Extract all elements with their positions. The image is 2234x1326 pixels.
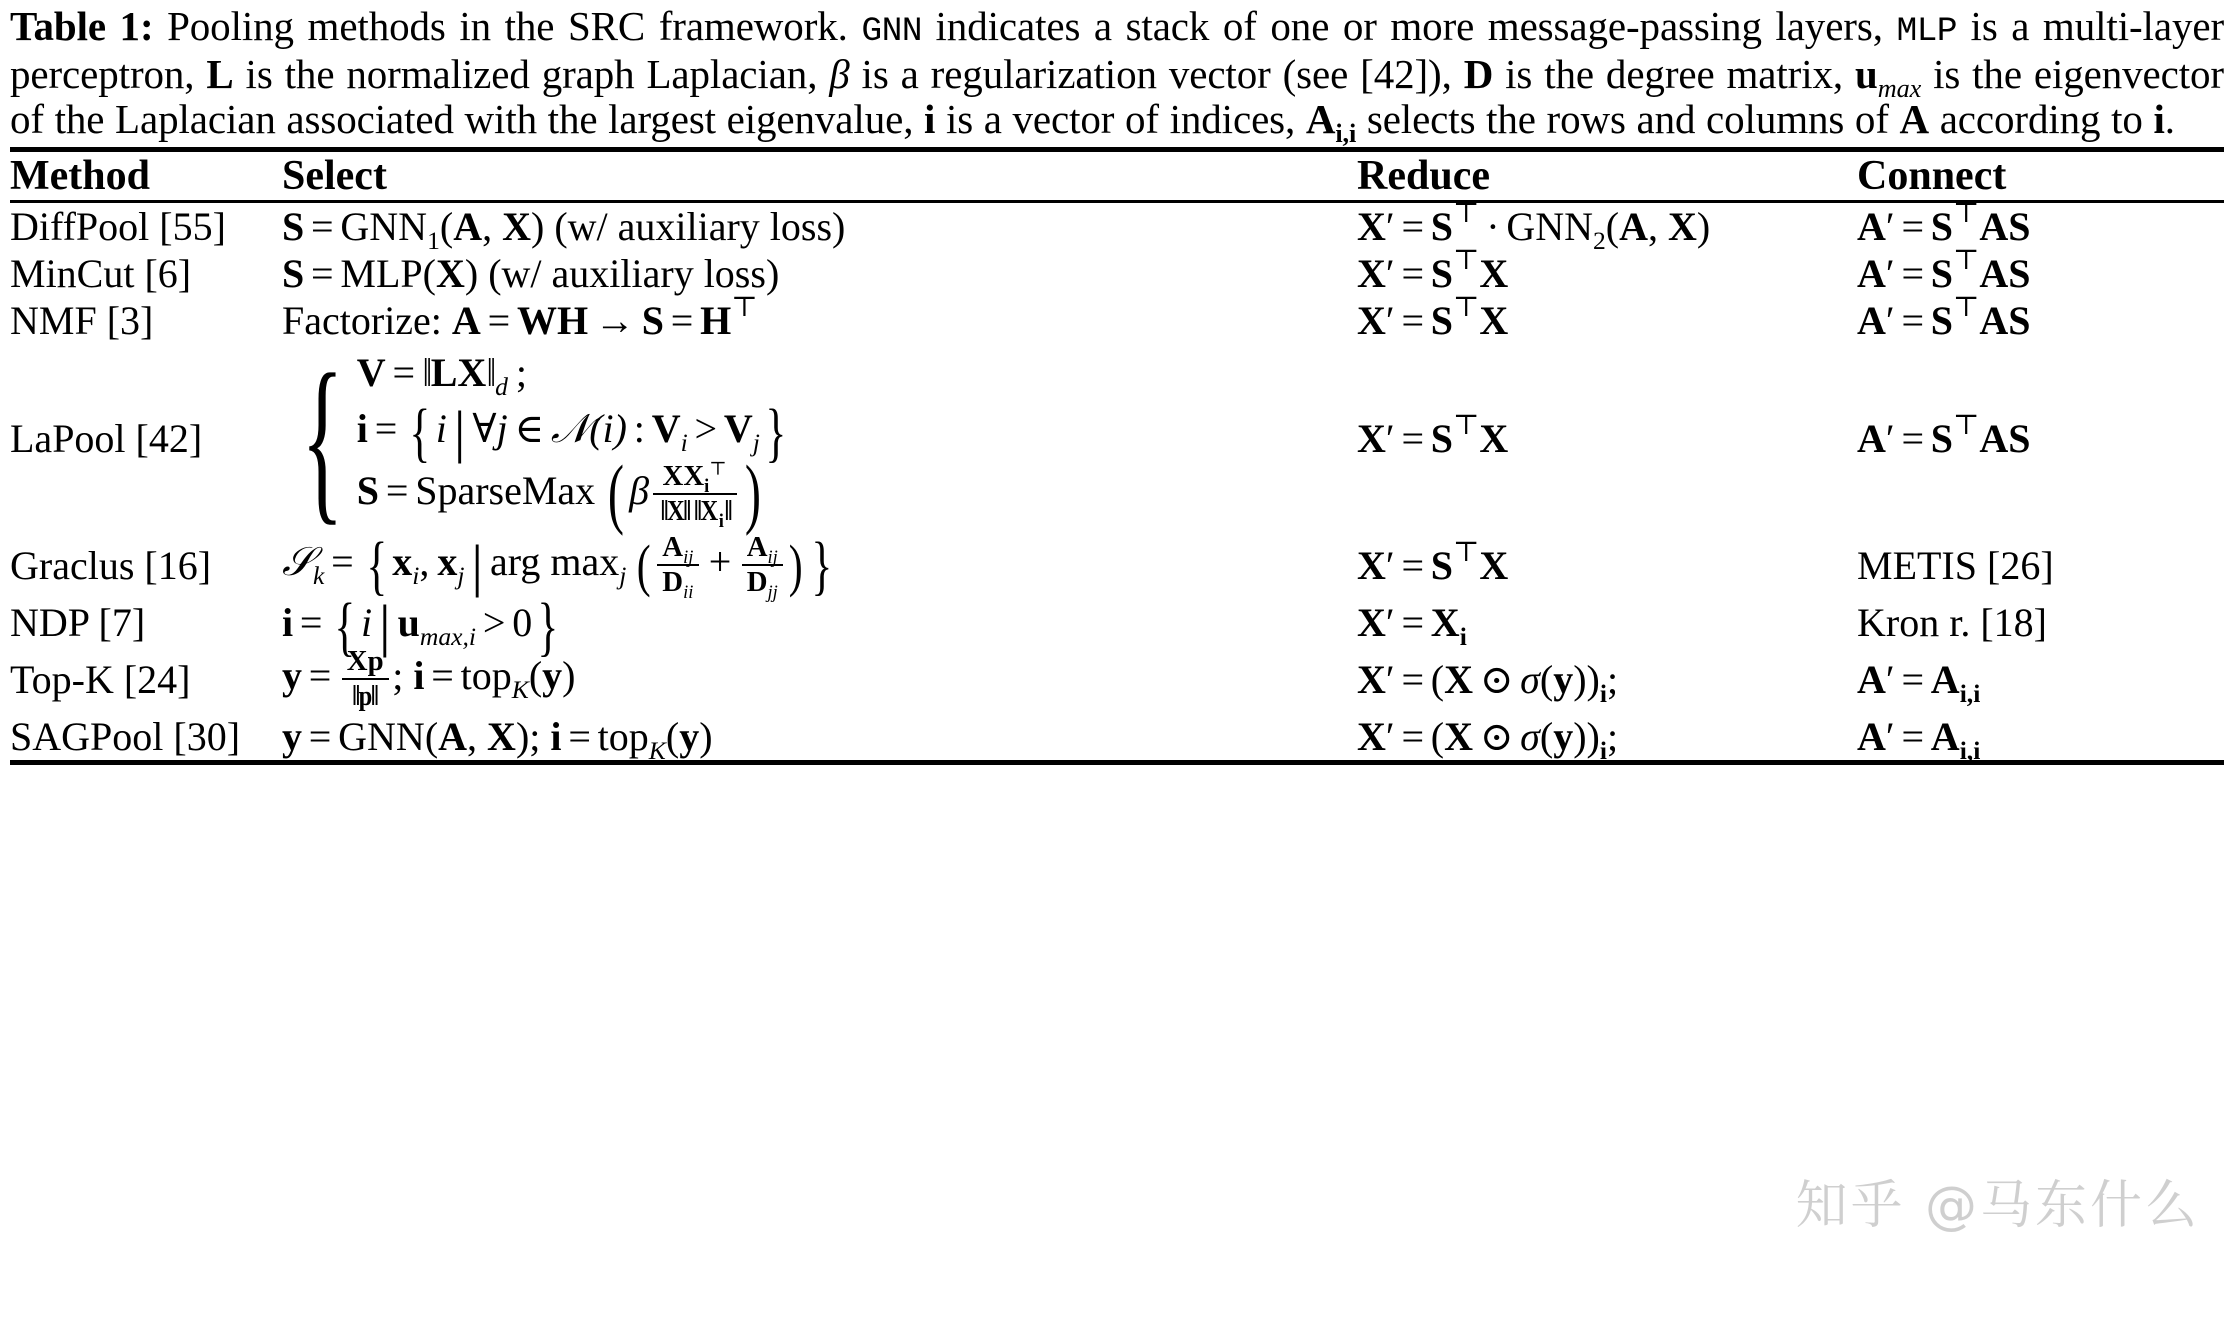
sym-A: A: [1930, 657, 1960, 703]
column-header-select: Select: [282, 153, 387, 200]
cell-connect: Kron r. [18]: [1857, 600, 2047, 646]
paren-open: (: [424, 713, 439, 759]
bottom-rule: [10, 762, 2224, 765]
transpose: ⊤: [1953, 409, 1980, 441]
sym-Xprime: X: [1357, 251, 1386, 297]
sym-y: y: [679, 713, 700, 759]
mlp-op: MLP: [340, 251, 423, 297]
paren-close: ): [1586, 657, 1600, 703]
prime: ′: [1885, 657, 1895, 703]
such-that-bar: |: [453, 399, 466, 465]
comma: ,: [467, 713, 478, 759]
sym-S: S: [1430, 251, 1454, 297]
eq: =: [299, 600, 323, 645]
norm-close: ‖: [486, 350, 495, 396]
eq: =: [1401, 543, 1424, 589]
sym-S: S: [641, 298, 664, 344]
table-head: [10, 150, 2224, 202]
zero: 0: [512, 600, 533, 645]
set-close-icon: }: [765, 396, 787, 470]
cell-reduce: $X' = S^⊤ \cdot GNN_2(A$, X): [1357, 197, 1711, 256]
lapool-line-2: [356, 396, 792, 470]
paren-open-icon: (: [637, 532, 651, 598]
paren-close: ): [562, 652, 576, 698]
transpose: ⊤: [1453, 244, 1480, 276]
sym-i: i: [924, 96, 936, 143]
column-header-method: Method: [10, 153, 150, 200]
sym-AS: AS: [1979, 415, 2031, 461]
gnn-index: 1: [427, 226, 440, 256]
eq: =: [670, 298, 694, 344]
idx-i: i: [435, 406, 447, 452]
eq: =: [308, 713, 332, 759]
cell-method: NMF [3]: [10, 298, 154, 344]
comma: ,: [419, 539, 430, 585]
sym-S: S: [1930, 251, 1954, 297]
sym-A: A: [453, 204, 483, 250]
set-open-icon: {: [409, 396, 431, 470]
fraction-1: [657, 531, 698, 603]
transpose: ⊤: [1953, 244, 1980, 276]
transpose: ⊤: [1953, 291, 1980, 323]
sym-X: X: [1479, 543, 1509, 589]
sym-Xprime: X: [1357, 657, 1386, 703]
score-fraction: [342, 646, 389, 712]
topk-sub: K: [648, 735, 666, 765]
column-header-connect: Connect: [1857, 153, 2007, 200]
sym-AS: AS: [1979, 251, 2031, 297]
sub-i: i: [680, 428, 688, 458]
cell-select: [282, 647, 1357, 713]
cell-connect: [1857, 291, 2224, 344]
eq: =: [431, 652, 454, 698]
table-row: [10, 599, 2224, 647]
frac-num: A: [662, 531, 684, 564]
set-close-icon: }: [537, 590, 559, 664]
eq: =: [1901, 713, 1924, 759]
frac-num-sup: ⊤: [709, 458, 727, 479]
transpose: ⊤: [1453, 197, 1480, 229]
greater-than: >: [694, 406, 718, 452]
semicolon: ;: [1606, 713, 1619, 759]
set-open-icon: {: [334, 590, 356, 664]
sym-S: S: [356, 467, 380, 513]
sym-X: X: [1668, 204, 1697, 250]
cell-method: MinCut [6]: [10, 251, 192, 297]
frac-num-sub: i: [704, 475, 710, 496]
sym-A: A: [1305, 96, 1336, 143]
factorize-label: Factorize:: [282, 298, 442, 344]
table-row: [10, 250, 2224, 297]
cell-reduce: [1357, 344, 1857, 533]
tt-gnn: GNN: [861, 12, 922, 51]
cell-select: [282, 336, 1357, 541]
cell-method: [10, 647, 282, 713]
argmax-sub: j: [619, 561, 627, 591]
cell-connect: [1857, 197, 2224, 251]
sym-i2: i: [2153, 96, 2165, 143]
paren-close: ): [515, 713, 530, 759]
sym-A: A: [451, 298, 481, 344]
cell-connect: [1857, 647, 2224, 713]
beta-sym: β: [629, 467, 650, 513]
sym-V: V: [651, 406, 681, 452]
sym-LX: LX: [430, 350, 487, 396]
sym-A: A: [1619, 204, 1648, 250]
cell-select: [282, 529, 1357, 603]
pooling-methods-table: [10, 147, 2224, 765]
semicolon: ;: [392, 652, 404, 698]
prime: ′: [1885, 713, 1895, 759]
set-close-icon: }: [811, 529, 833, 603]
sym-AS: AS: [1979, 204, 2031, 250]
frac-den-sub: ii: [683, 582, 694, 603]
frac-den-end: ‖: [724, 495, 731, 528]
aux-loss-note: (w/ auxiliary loss): [488, 251, 780, 297]
cell-method: NDP [7]: [10, 600, 146, 646]
sym-y: y: [1553, 713, 1574, 759]
sym-X: X: [1479, 298, 1509, 344]
sym-X: X: [1444, 657, 1474, 703]
paren-close: ): [530, 204, 545, 250]
lapool-cases: [282, 336, 1357, 541]
gnn-index: 2: [1592, 226, 1606, 256]
zhihu-watermark: 知乎 @马东什么: [1795, 1176, 2200, 1236]
argmax-op: arg max: [489, 539, 620, 585]
paren-close: ): [1586, 713, 1600, 759]
hadamard-icon: ⊙: [1479, 657, 1514, 703]
table-caption: Table 1: Pooling methods in the SRC framework. GNN indicates a stack of one or more message-passing layers, MLP is a multi-layer perceptron, L is the normalized graph Laplacian, β is a regularization vector (see [42]), D is the degree matrix, $u_{max}$ is the eigenvector of the Laplacian associated with the largest eigenvalue, i is a vector of indices, $A_{i,i}$ selects the rows and columns of A according to i.: [10, 3, 2224, 149]
semicolon: ;: [529, 713, 541, 759]
plus: +: [708, 539, 732, 585]
frac-den: D: [746, 566, 768, 599]
paren-close: ): [699, 713, 713, 759]
table-header-row: [10, 150, 2224, 202]
cell-method: DiffPool [55]: [10, 204, 226, 250]
sym-X: X: [487, 713, 516, 759]
arrow: →: [594, 298, 635, 344]
paren-open: (: [439, 204, 454, 250]
column-header-reduce: Reduce: [1357, 153, 1490, 200]
method-label: Top-K [24]: [10, 657, 191, 703]
sym-y: y: [1553, 657, 1574, 703]
caption-label: Table 1:: [10, 3, 154, 49]
sub-max-i: max,i: [419, 622, 477, 651]
sym-AS: AS: [1979, 298, 2031, 344]
sym-WH: WH: [516, 298, 589, 344]
cell-select: [282, 202, 1357, 256]
sym-X: X: [502, 204, 531, 250]
sym-y: y: [542, 652, 563, 698]
frac-num: A: [746, 531, 768, 564]
sub-k: k: [312, 561, 325, 591]
sym-S: S: [282, 204, 305, 250]
frac-den: D: [662, 566, 684, 599]
sub-i: i: [1599, 679, 1607, 709]
eq: =: [1401, 657, 1424, 703]
paren-open: (: [1430, 657, 1445, 703]
sym-u: u: [397, 600, 420, 645]
frac-num-sub: ij: [767, 547, 778, 567]
sub-i-i: i,i: [1959, 735, 1981, 765]
eq: =: [1401, 251, 1424, 297]
table-row: [10, 202, 2224, 251]
sym-u-sub: max: [1877, 73, 1922, 103]
table-row: [10, 713, 2224, 763]
cell-reduce: [1357, 244, 1857, 297]
sym-Xprime: X: [1357, 298, 1386, 344]
frac-den: ‖p‖: [352, 680, 378, 713]
sym-Xprime: X: [1357, 600, 1386, 646]
transpose: ⊤: [1453, 291, 1480, 323]
gnn-op: GNN: [340, 204, 428, 250]
cell-method: SAGPool [30]: [10, 713, 241, 759]
sym-V: V: [723, 406, 753, 452]
sym-A: A: [438, 713, 468, 759]
forall-icon: ∀: [472, 406, 497, 452]
eq: =: [374, 406, 398, 452]
prime: ′: [1385, 204, 1395, 250]
cosine-fraction: [653, 458, 737, 531]
gnn-op: GNN: [1506, 204, 1593, 250]
sym-Xprime: X: [1357, 415, 1386, 461]
sym-Aprime: A: [1857, 204, 1886, 250]
eq: =: [487, 298, 511, 344]
sym-X: X: [1430, 600, 1460, 646]
eq: =: [1901, 251, 1924, 297]
cell-connect: [1857, 244, 2224, 297]
table-bottom-rule-row: [10, 762, 2224, 765]
transpose: ⊤: [1953, 197, 1980, 229]
sym-beta: β: [829, 50, 850, 97]
sub-i: i: [1459, 622, 1467, 652]
greater-than: >: [482, 600, 506, 645]
frac-num-sub: ij: [683, 547, 694, 567]
sym-X: X: [1479, 251, 1509, 297]
sym-Aprime: A: [1857, 298, 1886, 344]
table-body: [10, 197, 2224, 765]
eq: =: [1401, 204, 1424, 250]
table-row: [10, 647, 2224, 713]
eq: =: [1901, 204, 1924, 250]
gnn-op: GNN: [338, 713, 425, 759]
prime: ′: [1385, 600, 1395, 646]
sym-Xprime: X: [1357, 204, 1386, 250]
semicolon: ;: [1606, 657, 1619, 703]
paren-open: (: [422, 251, 436, 297]
eq: =: [311, 204, 334, 250]
prime: ′: [1885, 298, 1895, 344]
hadamard-icon: ⊙: [1479, 713, 1514, 759]
topk-op: top: [597, 713, 649, 759]
eq: =: [568, 713, 591, 759]
sub-i-i: i,i: [1959, 679, 1981, 709]
transpose: ⊤: [731, 291, 758, 323]
idx-j: j: [496, 406, 508, 452]
aux-loss-note: (w/ auxiliary loss): [554, 204, 846, 250]
paren-close: ): [1573, 713, 1587, 759]
sym-Aprime: A: [1857, 251, 1886, 297]
sym-H: H: [700, 298, 732, 344]
dot-operator: ·: [1486, 204, 1500, 250]
cell-connect: [1857, 713, 2224, 763]
cell-method: LaPool [42]: [10, 415, 203, 461]
sub-j: j: [752, 428, 760, 458]
sym-i: i: [282, 600, 294, 645]
sym-S: S: [1430, 543, 1454, 589]
neighborhood-sym: 𝒩: [550, 406, 590, 453]
such-that-bar: |: [379, 593, 391, 659]
sym-X: X: [1479, 415, 1509, 461]
sym-S: S: [1930, 204, 1954, 250]
sym-y: y: [282, 652, 302, 698]
paren-open-icon: (: [608, 449, 625, 537]
table-row: [10, 344, 2224, 533]
sym-Aprime: A: [1857, 657, 1886, 703]
sym-A: A: [1930, 713, 1960, 759]
sym-S: S: [1930, 415, 1954, 461]
set-open-icon: {: [365, 529, 387, 603]
sym-S: S: [1930, 298, 1954, 344]
norm-degree: d: [495, 372, 508, 402]
tt-mlp: MLP: [1896, 12, 1957, 51]
left-brace-icon: {: [301, 336, 344, 541]
prime: ′: [1885, 415, 1895, 461]
sym-Xprime: X: [1357, 543, 1386, 589]
sym-u-max: [1855, 50, 1922, 103]
frac-den-2: ‖X: [694, 495, 717, 528]
sym-Sk: 𝒮: [282, 539, 313, 586]
sym-y: y: [282, 713, 302, 759]
paren-close: ): [464, 251, 479, 297]
eq: =: [1401, 415, 1424, 461]
colon: :: [633, 406, 645, 452]
sub-i: i: [412, 561, 420, 591]
sym-A-sub: i,i: [1335, 119, 1357, 149]
topk-op: top: [460, 652, 512, 698]
eq: =: [1901, 298, 1924, 344]
paren-open: (: [1539, 657, 1554, 703]
sparsemax-fn: SparseMax: [415, 467, 596, 513]
prime: ′: [1385, 415, 1395, 461]
sym-x: x: [392, 539, 413, 585]
eq: =: [1401, 298, 1424, 344]
eq: =: [1901, 415, 1924, 461]
paren-close: ): [1573, 657, 1587, 703]
transpose: ⊤: [1453, 409, 1480, 441]
element-of-icon: ∈: [514, 406, 545, 452]
sym-i: i: [356, 406, 368, 452]
semicolon: ;: [515, 350, 528, 396]
eq: =: [331, 539, 354, 585]
cell-select: [282, 250, 1357, 297]
cell-select: [282, 713, 1357, 763]
sym-S: S: [1430, 298, 1454, 344]
frac-num: Xp: [346, 645, 384, 678]
cell-method: Graclus [16]: [10, 543, 212, 589]
sym-i: i: [413, 652, 425, 698]
frac-den-sub: jj: [767, 582, 778, 603]
sub-j: j: [457, 561, 465, 591]
sym-x: x: [437, 539, 458, 585]
cell-connect: [1857, 344, 2224, 533]
prime: ′: [1385, 657, 1395, 703]
paren-open: (: [665, 713, 680, 759]
cell-select: [282, 291, 1357, 344]
paren-close-icon: ): [789, 532, 804, 598]
prime: ′: [1385, 543, 1395, 589]
sym-Aprime: A: [1857, 415, 1886, 461]
sym-i: i: [550, 713, 562, 759]
frac-num: XX: [662, 460, 705, 493]
paren-open: (: [528, 652, 543, 698]
eq: =: [311, 251, 334, 297]
cell-connect: METIS [26]: [1857, 543, 2054, 589]
eq: =: [385, 467, 409, 513]
paren-open: (: [1539, 713, 1554, 759]
norm-open: ‖: [422, 350, 431, 396]
sym-X: X: [435, 251, 465, 297]
eq: =: [392, 350, 416, 396]
sym-Xprime: X: [1357, 713, 1386, 759]
sym-u: u: [1855, 50, 1878, 97]
cell-reduce: [1357, 599, 1857, 652]
paren-close-icon: ): [744, 449, 762, 537]
lapool-line-3: [356, 449, 792, 537]
paren-open: (: [1430, 713, 1445, 759]
comma: ,: [482, 204, 493, 250]
sym-X: X: [1444, 713, 1474, 759]
sym-V: V: [356, 350, 386, 396]
sigma-sym: σ: [1520, 713, 1540, 759]
sym-L: L: [206, 50, 234, 97]
sub-i: i: [1599, 735, 1607, 765]
sigma-sym: σ: [1520, 657, 1540, 703]
topk-sub: K: [511, 674, 529, 704]
neighborhood-arg: (i): [589, 406, 627, 452]
sym-S: S: [1430, 204, 1454, 250]
cell-reduce: [1357, 533, 1857, 599]
sym-S: S: [282, 251, 305, 297]
frac-den-sub: i: [718, 510, 724, 531]
sym-S: S: [1430, 415, 1454, 461]
eq: =: [308, 652, 332, 698]
prime: ′: [1885, 204, 1895, 250]
sym-A-ii: [1305, 96, 1357, 149]
transpose: ⊤: [1453, 537, 1480, 569]
idx-i: i: [360, 600, 373, 645]
fraction-2: [742, 531, 783, 603]
prime: ′: [1385, 298, 1395, 344]
eq: =: [1401, 713, 1424, 759]
sym-D: D: [1463, 50, 1494, 97]
prime: ′: [1385, 713, 1395, 759]
eq: =: [1901, 657, 1924, 703]
frac-den-1: ‖X‖: [660, 495, 690, 528]
sym-Aprime: A: [1857, 713, 1886, 759]
cell-reduce: [1357, 291, 1857, 344]
sym-A2: A: [1899, 96, 1930, 143]
cell-reduce: [1357, 647, 1857, 713]
eq: =: [1401, 600, 1424, 646]
cell-reduce: [1357, 713, 1857, 763]
such-that-bar: |: [471, 532, 484, 598]
prime: ′: [1385, 251, 1395, 297]
lapool-line-1: [356, 349, 792, 402]
prime: ′: [1885, 251, 1895, 297]
